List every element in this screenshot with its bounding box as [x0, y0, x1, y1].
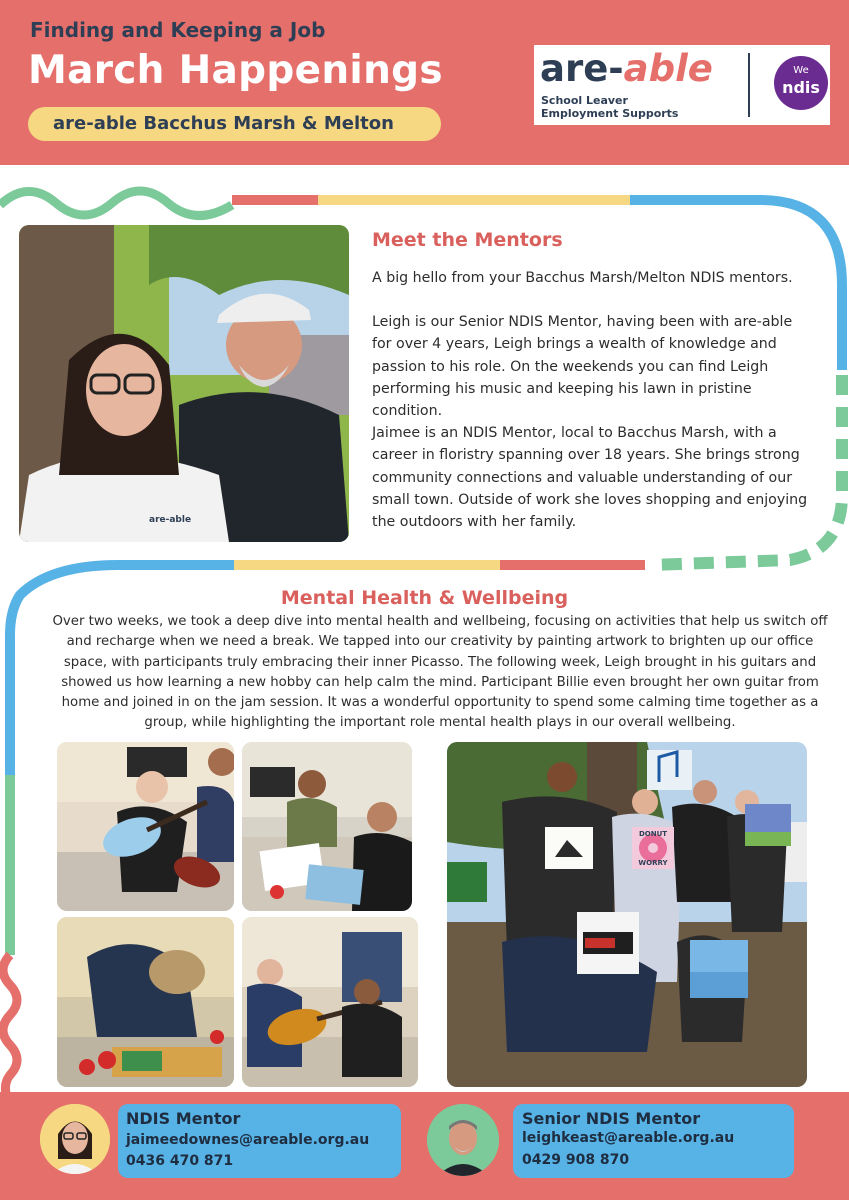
mental-health-body: Over two weeks, we took a deep dive into mental health and wellbeing, focusing on activities that help us switch off and recharge when we need a break. We tapped into our creativity by painting artwork to brighten up our office space, with participants truly embracing their inner Picasso. The following week, Leigh brought in his guitars and showed us how learning a new hobby can help calm the mind. Participant Billie even brought her own guitar from home and joined in on the jam session. It was a wonderful opportunity to spend some calming time together as a group, while highlighting the important role mental health plays in our overall wellbeing.	[52, 614, 828, 731]
ndis-mentor-contact-card	[118, 1104, 401, 1178]
jam-session-photo	[242, 917, 418, 1087]
shirt-logo: are-able	[149, 515, 192, 525]
ndis-logo: We ndis	[774, 56, 828, 110]
logo-wordmark: are-able	[540, 47, 713, 90]
mentors-intro: A big hello from your Bacchus Marsh/Melton NDIS mentors.	[372, 270, 793, 286]
contact-phone[interactable]: 0429 908 870	[522, 1152, 630, 1168]
mentors-photo	[19, 225, 349, 542]
contact-role: Senior NDIS Mentor	[522, 1109, 701, 1128]
painting-text: DONUT	[638, 830, 668, 838]
jaimee-avatar	[40, 1104, 110, 1174]
are-able-logo	[534, 45, 830, 125]
contact-phone[interactable]: 0436 470 871	[126, 1153, 234, 1169]
header-subtitle: Finding and Keeping a Job	[30, 18, 326, 42]
location-pill: are-able Bacchus Marsh & Melton	[28, 107, 441, 141]
logo-divider	[748, 53, 750, 117]
leigh-bio: Leigh is our Senior NDIS Mentor, having been with are-able for over 4 years, Leigh brings a wealth of knowledge and passion to his role. On the weekends you can find Leigh performing his music and keeping his lawn in pristine condition.	[372, 314, 793, 420]
mental-health-heading: Mental Health & Wellbeing	[280, 587, 569, 609]
logo-tagline: Employment Supports	[541, 107, 679, 120]
page-title: March Happenings	[28, 48, 443, 93]
painting-text: WORRY	[638, 859, 668, 867]
jaimee-bio: Jaimee is an NDIS Mentor, local to Bacchus Marsh, with a career in floristry spanning over 18 years. She brings strong community connections and valuable understanding of our small town. Outside of work she loves shopping and enjoying the outdoors with her family.	[372, 425, 808, 531]
guitar-photo	[57, 742, 234, 911]
painting-photo	[242, 742, 412, 911]
logo-tagline: School Leaver	[541, 94, 628, 107]
contact-email[interactable]: jaimeedownes@areable.org.au	[126, 1132, 370, 1148]
contact-email[interactable]: leighkeast@areable.org.au	[522, 1130, 735, 1146]
mentors-heading: Meet the Mentors	[372, 229, 563, 251]
group-artwork-photo	[447, 742, 807, 1087]
leigh-avatar	[427, 1104, 499, 1176]
senior-ndis-mentor-contact-card	[513, 1104, 794, 1178]
contact-role: NDIS Mentor	[126, 1109, 241, 1128]
painting-closeup-photo	[57, 917, 234, 1087]
